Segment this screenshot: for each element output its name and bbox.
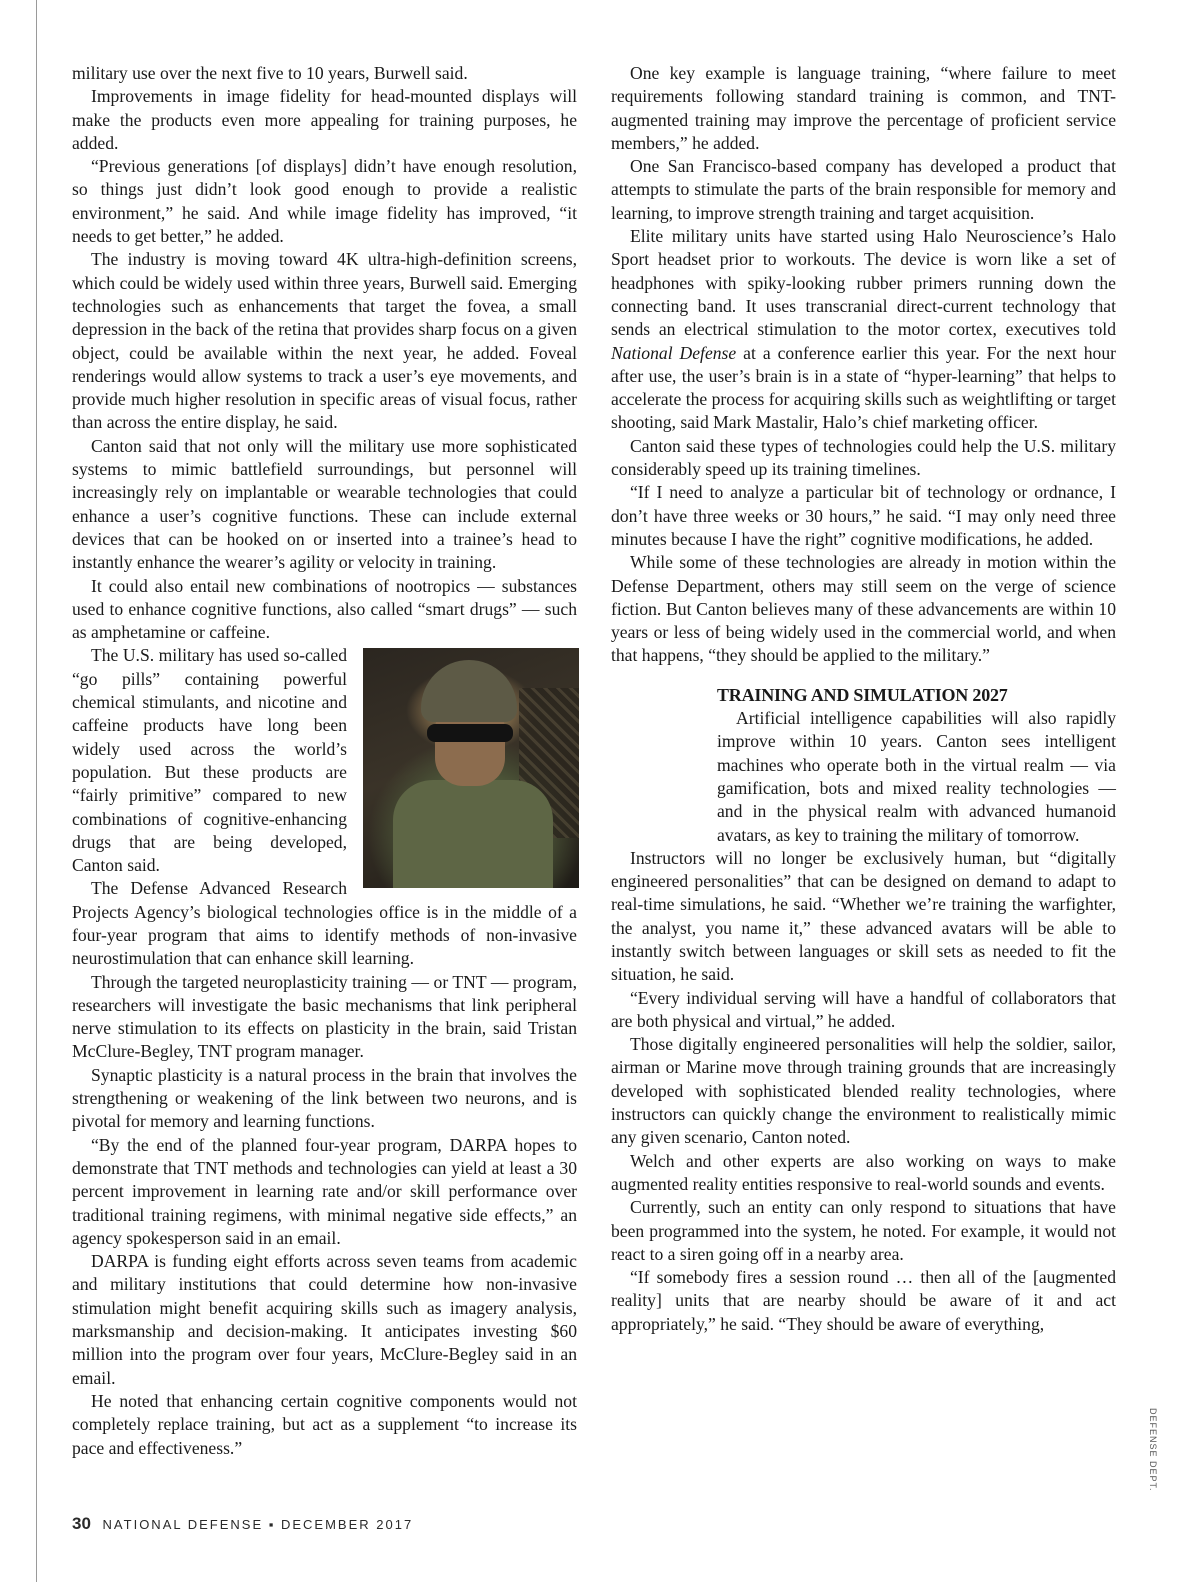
paragraph: military use over the next five to 10 years, Burwell said. [72, 63, 468, 83]
paragraph: Welch and other experts are also working on ways to make augmented reality entities responsive to real-world sounds and events. [611, 1150, 1116, 1194]
paragraph: “If somebody fires a session round … then all of the [augmented reality] units that are nearby should be aware of it and act appropriately,” he said. “They should be aware of everything, [611, 1267, 1116, 1334]
paragraph: While some of these technologies are already in motion within the Defense Department, others may still seem on the verge of science fiction. But Canton believes many of these advancements are within 10 years or less of being widely used in the commercial world, and when that happens, “they should be applied to the military.” [611, 552, 1116, 666]
paragraph-text: Elite military units have started using Halo Neuroscience’s Halo Sport headset prior to workouts. The device is worn like a set of headphones with spiky-looking rubber primers running down the connecting band. It uses transcranial direct-current technology that sends an electrical stimulation to the motor cortex, executives told [611, 226, 1116, 340]
publication-title: NATIONAL DEFENSE [102, 1517, 264, 1532]
publication-name: National Defense [611, 342, 737, 363]
page-number: 30 [72, 1514, 91, 1533]
paragraph: It could also entail new combinations of nootropics — substances used to enhance cognitive functions, also called “smart drugs” — such as amphetamine or caffeine. [72, 575, 577, 643]
paragraph: Artificial intelligence capabilities will also rapidly improve within 10 years. Canton sees intelligent machines who operate both in the virtual realm — via gamification, bots and mixed reality technologies — and in the physical realm with advanced humanoid avatars, as key to training the military of tomorrow. [717, 708, 1116, 845]
paragraph: Instructors will no longer be exclusively human, but “digitally engineered personalities” that can be designed on demand to adapt to real-time simulations, he said. “Whether we’re training the warfighter, the analyst, you name it,” these advanced avatars will be able to instantly switch between languages or skill sets as needed to fit the situation, he said. [611, 847, 1116, 985]
page-footer [72, 1514, 413, 1534]
paragraph: “If I need to analyze a particular bit of technology or ordnance, I don’t have three weeks or 30 hours,” he said. “I may only need three minutes because I have the right” cognitive modifications, he added. [611, 482, 1116, 549]
paragraph: Improvements in image fidelity for head-mounted displays will make the products even more appealing for training purposes, he added. [72, 86, 577, 153]
paragraph: Synaptic plasticity is a natural process in the brain that involves the strengthening or weakening of the link between two neurons, and is pivotal for memory and learning functions. [72, 1064, 577, 1132]
paragraph: The Defense Advanced Research Projects Agency’s biological technologies office is in the middle of a four-year program that aims to identify methods of non-invasive neurostimulation that can enhance skill learning. [72, 878, 577, 969]
page-margin-rule [36, 0, 37, 1582]
photo-soldier-vest [393, 780, 553, 888]
paragraph: Through the targeted neuroplasticity training — or TNT — program, researchers will investigate the basic mechanisms that link peripheral nerve stimulation to its effects on plasticity in the brain, said Tristan McClure-Begley, TNT program manager. [72, 971, 577, 1062]
section-training-simulation [717, 684, 1116, 847]
issue-date: DECEMBER 2017 [280, 1517, 414, 1532]
photo-soldier-helmet [421, 660, 517, 722]
paragraph: The U.S. military has used so-called “go pills” containing powerful chemical stimulants, and nicotine and caffeine products have long been widely used across the world’s population. But these products are “fairly primitive” compared to new combinations of cognitive-enhancing drugs that are being developed, Canton said. [72, 645, 347, 876]
paragraph: Canton said these types of technologies could help the U.S. military considerably speed up its training timelines. [611, 435, 1116, 480]
paragraph-text: at a conference earlier this year. For the next hour after use, the user’s brain is in a state of “hyper-learning” that helps to accelerate the process for acquiring skills such as weightlifting or target shooting, said Mark Mastalir, Halo’s chief marketing officer. [611, 342, 1116, 433]
left-column [72, 62, 577, 1460]
paragraph: Currently, such an entity can only respond to situations that have been programmed into the system, he noted. For example, it would not react to a siren going off in a nearby area. [611, 1197, 1116, 1264]
soldier-photo [363, 648, 579, 888]
photo-soldier-glasses [427, 724, 513, 742]
paragraph: “Every individual serving will have a handful of collaborators that are both physical and virtual,” he added. [611, 987, 1116, 1031]
paragraph: Those digitally engineered personalities will help the soldier, sailor, airman or Marine move through training grounds that are increasingly developed with sophisticated blended reality technologies, where instructors can quickly change the environment to realistically mimic any given scenario, Canton noted. [611, 1034, 1116, 1148]
paragraph: “By the end of the planned four-year program, DARPA hopes to demonstrate that TNT methods and technologies can yield at least a 30 percent improvement in learning rate and/or skill performance over traditional training regimens, with minimal negative side effects,” an agency spokesperson said in an email. [72, 1134, 577, 1248]
paragraph: One key example is language training, “where failure to meet requirements following standard training is common, and TNT-augmented training may improve the percentage of proficient service members,” he added. [611, 63, 1116, 153]
photo-credit: DEFENSE DEPT. [1148, 1408, 1158, 1492]
paragraph: DARPA is funding eight efforts across seven teams from academic and military institutions that could determine how non-invasive stimulation might benefit acquiring skills such as imagery analysis, marksmanship and decision-making. It anticipates investing $60 million into the program over four years, McClure-Begley said in an email. [72, 1251, 577, 1388]
paragraph: He noted that enhancing certain cognitive components would not completely replace training, but act as a supplement “to increase its pace and effectiveness.” [72, 1390, 577, 1458]
paragraph: The industry is moving toward 4K ultra-high-definition screens, which could be widely used within three years, Burwell said. Emerging technologies such as enhancements that target the fovea, a small depression in the back of the retina that provides sharp focus on a given object, could be available within the next year, he added. Foveal renderings would allow systems to track a user’s eye movements, and provide much higher resolution in specific areas of visual focus, rather than across the entire display, he said. [72, 249, 577, 433]
right-column [611, 62, 1116, 1336]
paragraph [611, 225, 1116, 435]
footer-separator: ▪ [268, 1517, 276, 1532]
section-heading: TRAINING AND SIMULATION 2027 [717, 684, 1008, 705]
paragraph: “Previous generations [of displays] didn’t have enough resolution, so things just didn’t look good enough to provide a realistic environment,” he said. And while image fidelity has improved, “it needs to get better,” he added. [72, 156, 577, 247]
paragraph: One San Francisco-based company has developed a product that attempts to stimulate the parts of the brain responsible for memory and learning, to improve strength training and target acquisition. [611, 156, 1116, 223]
paragraph: Canton said that not only will the military use more sophisticated systems to mimic battlefield surroundings, but personnel will increasingly rely on implantable or wearable technologies that could enhance a user’s cognitive functions. These can include external devices that can be hooked on or inserted into a trainee’s head to instantly enhance the wearer’s agility or velocity in training. [72, 435, 577, 573]
